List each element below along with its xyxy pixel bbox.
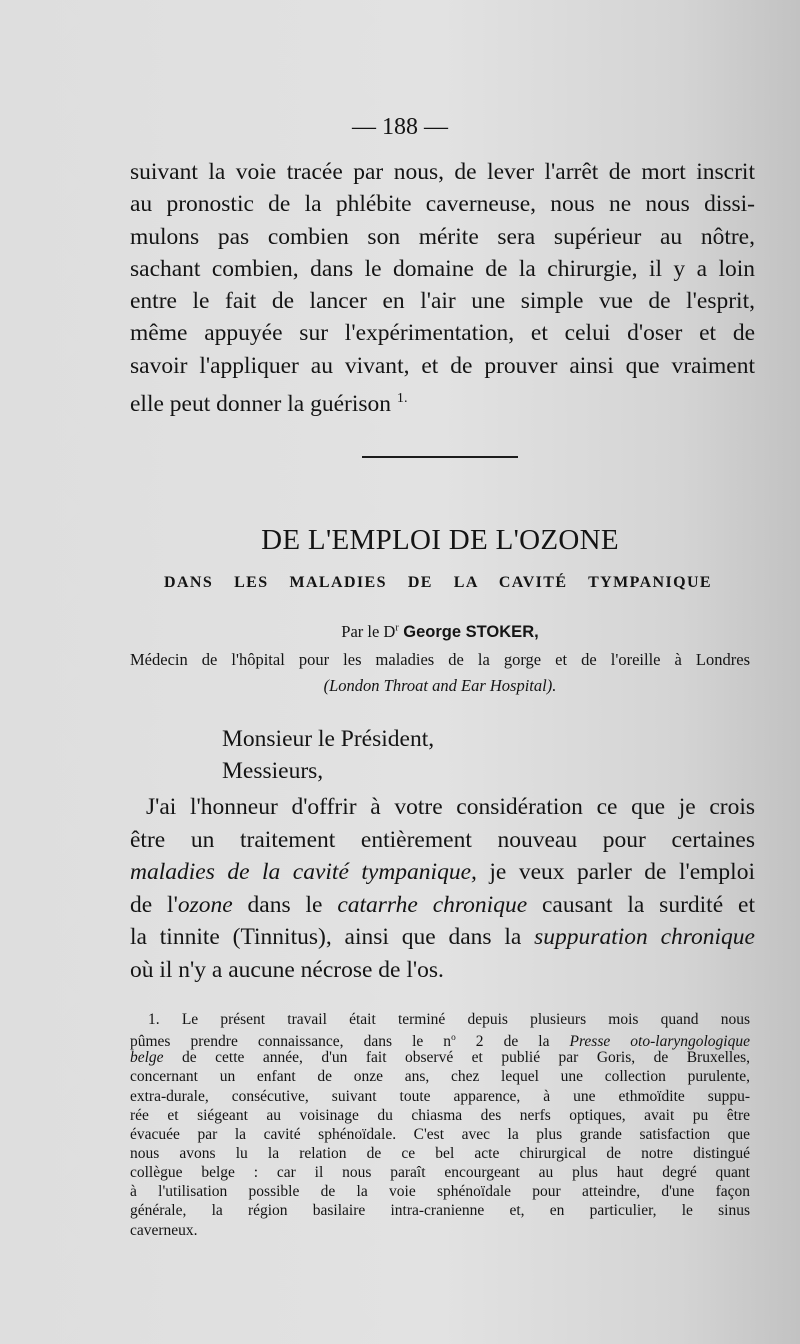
footnote-line: générale, la région basilaire intra-cranienne et, en particulier, le sinus	[130, 1202, 750, 1220]
footnote	[130, 1010, 750, 1240]
author-prefix-sup: r	[395, 622, 399, 634]
hospital-name: (London Throat and Ear Hospital).	[323, 676, 557, 695]
italic-text: suppuration chronique	[534, 924, 755, 950]
text-span: pûmes prendre connaissance, dans le n	[130, 1033, 452, 1051]
text-line: savoir l'appliquer au vivant, et de prouver ainsi que vraiment	[130, 352, 755, 379]
footnote-line: nous avons lu la relation de ce bel acte chirurgical de notre distingué	[130, 1144, 750, 1162]
footnote-line: rée et siégeant au voisinage du chiasma des nerfs optiques, avait pu être	[130, 1106, 750, 1124]
section-divider	[362, 456, 518, 458]
author-name: George STOKER,	[403, 623, 539, 641]
text-line: mulons pas combien son mérite sera supérieur au nôtre,	[130, 223, 755, 250]
text-line: suivant la voie tracée par nous, de lever l'arrêt de mort inscrit	[130, 159, 755, 185]
text-span: dans le	[232, 891, 338, 918]
footnote-line	[130, 1029, 750, 1051]
text-line: entre le fait de lancer en l'air une simple vue de l'esprit,	[130, 288, 755, 315]
article-subtitle: DANS LES MALADIES DE LA CAVITÉ TYMPANIQUE	[164, 574, 712, 591]
footnote-line-last: caverneux.	[130, 1221, 198, 1239]
salutation-line: Monsieur le Président,	[222, 726, 435, 752]
intro-paragraph	[130, 156, 755, 417]
italic-text: maladies de la cavité tympanique,	[130, 859, 477, 885]
text-line: être un traitement entièrement nouveau pour certaines	[130, 826, 755, 853]
author-prefix: Par le D	[341, 622, 396, 641]
text-span: causant la surdité et	[527, 891, 755, 918]
footnote-line: 1. Le présent travail était terminé depuis plusieurs mois quand nous	[148, 1011, 750, 1028]
text-line: même appuyée sur l'expérimentation, et celui d'oser et de	[130, 320, 755, 347]
text-line-last: où il n'y a aucune nécrose de l'os.	[130, 956, 444, 983]
author-affiliation: Médecin de l'hôpital pour les maladies de la gorge et de l'oreille à Londres	[130, 650, 750, 669]
text-span: je veux parler de l'emploi	[476, 859, 755, 885]
footnote-line: à l'utilisation possible de la voie sphénoïdale pour atteindre, d'une façon	[130, 1183, 750, 1201]
italic-text: catarrhe chronique	[337, 891, 528, 918]
footnote-line	[130, 1048, 750, 1067]
text-line: au pronostic de la phlébite caverneuse, nous ne nous dissi-	[130, 191, 755, 218]
article-title: DE L'EMPLOI DE L'OZONE	[261, 524, 619, 556]
article-author	[0, 622, 800, 642]
footnote-marker: 1.	[396, 390, 408, 407]
text-line: sachant combien, dans le domaine de la chirurgie, il y a loin	[130, 255, 755, 282]
text-span: de l'	[130, 891, 178, 918]
text-line: J'ai l'honneur d'offrir à votre considération ce que je crois	[146, 794, 755, 820]
footnote-line: extra-durale, consécutive, suivant toute apparence, à une ethmoïdite suppu-	[130, 1087, 750, 1105]
footnote-line: concernant un enfant de onze ans, chez lequel une collection purulente,	[130, 1068, 750, 1086]
footnote-line: collègue belge : car il nous paraît encourgeant au plus haut degré quant	[130, 1164, 750, 1182]
italic-text: ozone	[177, 891, 233, 918]
text-line	[130, 856, 755, 889]
page-number: — 188 —	[352, 114, 448, 140]
text-line-last	[130, 382, 755, 417]
text-span: 2 de la	[455, 1033, 570, 1051]
superscript: o	[451, 1033, 456, 1044]
text-line	[130, 921, 755, 954]
italic-text: belge	[130, 1049, 164, 1067]
text-line	[130, 889, 755, 922]
italic-text: Presse oto-laryngologique	[569, 1033, 750, 1051]
body-paragraph	[130, 791, 755, 986]
footnote-line: évacuée par la cavité sphénoïdale. C'est avec la plus grande satisfaction que	[130, 1125, 750, 1143]
salutation-line: Messieurs,	[222, 758, 324, 784]
text-line-content: elle peut donner la guérison	[130, 390, 392, 417]
text-span: la tinnite (Tinnitus), ainsi que dans la	[130, 924, 535, 950]
text-span: de cette année, d'un fait observé et publié par Goris, de Bruxelles,	[163, 1049, 750, 1067]
